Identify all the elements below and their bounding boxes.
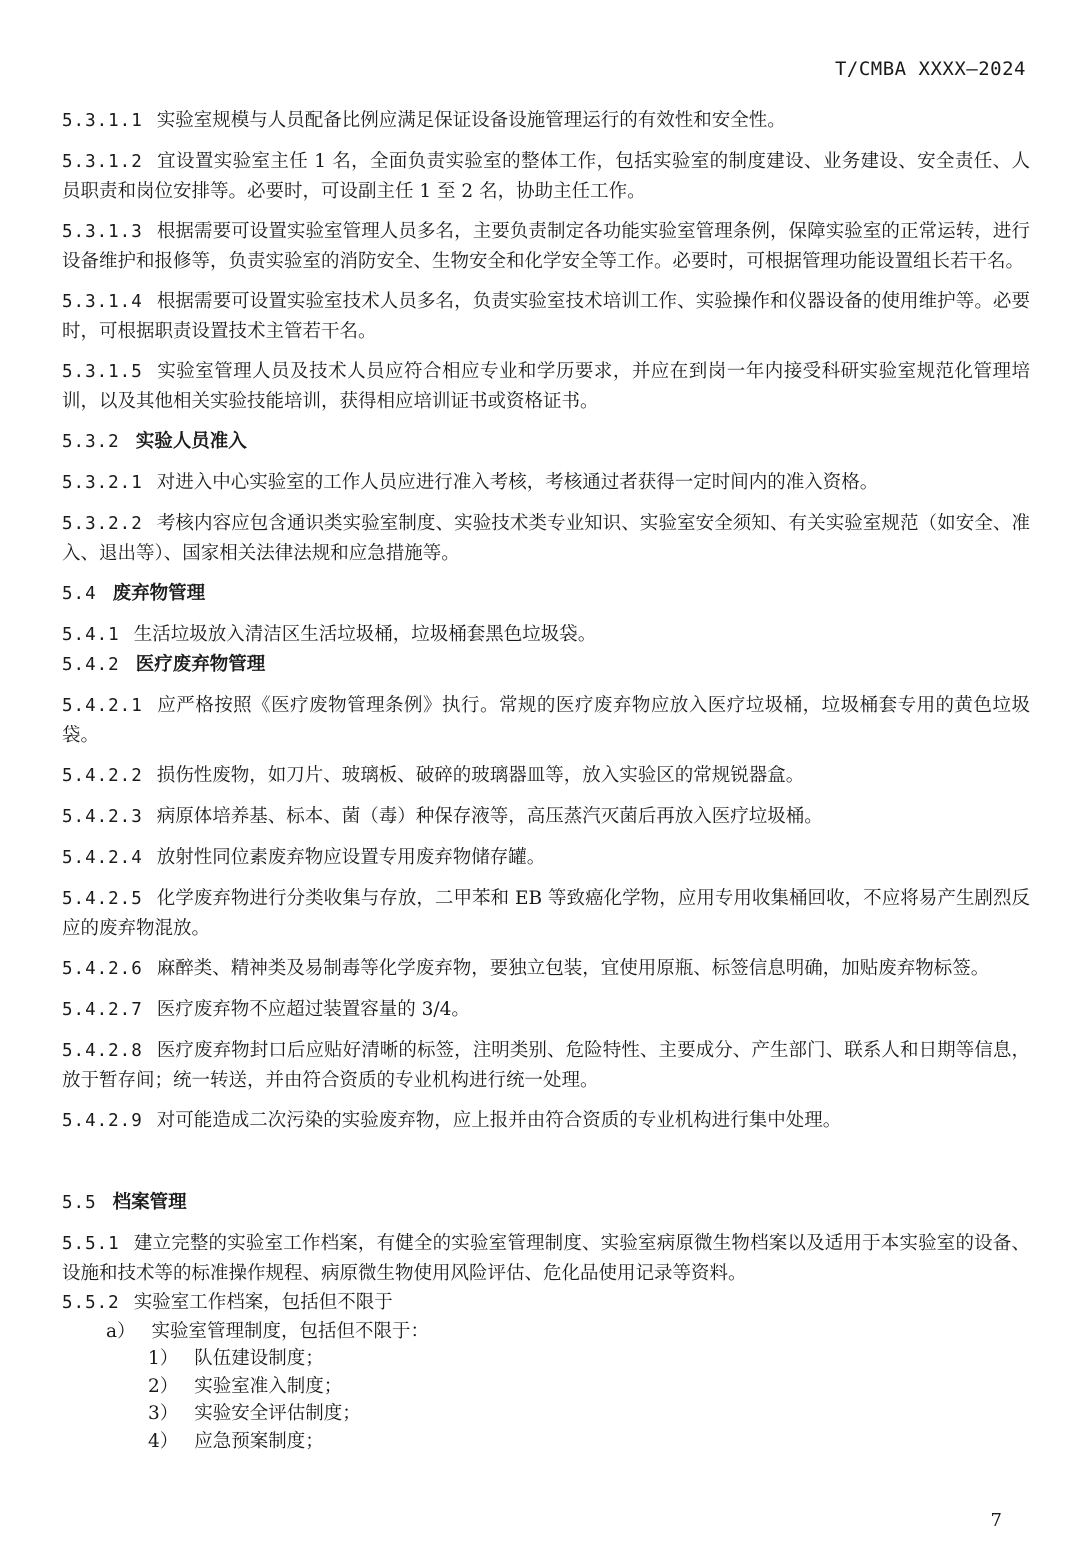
list-text: 应急预案制度； (194, 1430, 324, 1452)
clause-text: 根据需要可设置实验室管理人员多名，主要负责制定各功能实验室管理条例，保障实验室的正常运转，进行设备维护和报修等，负责实验室的消防安全、生物安全和化学安全等工作。必要时，可根据管理功能设置组长若干名。 (62, 221, 1030, 272)
clause-5-4-2-7 (62, 995, 1030, 1025)
list-marker: 3） (148, 1403, 179, 1424)
section-number: 5.4 (62, 584, 97, 604)
list-item-1 (148, 1345, 1030, 1373)
clause-text: 实验室管理人员及技术人员应符合相应专业和学历要求，并应在到岗一年内接受科研实验室规范化管理培训，以及其他相关实验技能培训，获得相应培训证书或资格证书。 (62, 361, 1030, 412)
list-item-3 (148, 1400, 1030, 1428)
clause-number: 5.4.1 (62, 625, 120, 645)
section-heading-5-4 (62, 579, 1030, 609)
clause-text: 损伤性废物，如刀片、玻璃板、破碎的玻璃器皿等，放入实验区的常规锐器盒。 (156, 765, 805, 786)
clause-5-3-1-3 (62, 217, 1030, 276)
clause-number: 5.4.2.1 (62, 696, 143, 716)
clause-number: 5.4.2.2 (62, 766, 143, 786)
clause-text: 宜设置实验室主任 1 名，全面负责实验室的整体工作，包括实验室的制度建设、业务建设、安全责任、人员职责和岗位安排等。必要时，可设副主任 1 至 2 名，协助主任工作。 (62, 151, 1030, 202)
clause-5-3-2-1 (62, 468, 1030, 498)
clause-number: 5.4.2.3 (62, 807, 143, 827)
clause-5-4-2-2 (62, 761, 1030, 791)
clause-5-4-2-9 (62, 1106, 1030, 1136)
clause-text: 化学废弃物进行分类收集与存放，二甲苯和 EB 等致癌化学物，应用专用收集桶回收，不应将易产生剧烈反应的废弃物混放。 (62, 888, 1030, 939)
list-text: 实验室管理制度，包括但不限于： (151, 1321, 430, 1342)
document-code: T/CMBA XXXX—2024 (834, 58, 1026, 80)
clause-5-3-1-4 (62, 287, 1030, 346)
section-number: 5.3.2 (62, 432, 120, 452)
clause-5-4-2-6 (62, 954, 1030, 984)
clause-5-4-2-5 (62, 884, 1030, 943)
list-item-2 (148, 1373, 1030, 1401)
list-item-a (106, 1318, 1030, 1345)
clause-number: 5.4.2.9 (62, 1111, 143, 1131)
document-body (62, 106, 1030, 1455)
clause-5-4-2-1 (62, 691, 1030, 750)
clause-number: 5.5.1 (62, 1234, 120, 1254)
clause-text: 放射性同位素废弃物应设置专用废弃物储存罐。 (156, 847, 546, 868)
list-item-4 (148, 1428, 1030, 1456)
clause-text: 实验室工作档案，包括但不限于 (133, 1292, 393, 1313)
list-text: 实验室准入制度； (194, 1375, 343, 1397)
clause-5-3-1-1 (62, 106, 1030, 136)
list-marker: 1） (148, 1348, 179, 1369)
clause-5-5-2 (62, 1288, 1030, 1318)
clause-number: 5.3.1.4 (62, 292, 143, 312)
clause-5-4-2-8 (62, 1036, 1030, 1095)
clause-text: 生活垃圾放入清洁区生活垃圾桶，垃圾桶套黑色垃圾袋。 (133, 624, 597, 645)
clause-number: 5.3.1.2 (62, 152, 143, 172)
section-number: 5.5 (62, 1193, 97, 1213)
clause-number: 5.4.2.6 (62, 959, 143, 979)
clause-number: 5.4.2.7 (62, 1000, 143, 1020)
section-title: 废弃物管理 (112, 583, 206, 604)
clause-text: 对进入中心实验室的工作人员应进行准入考核，考核通过者获得一定时间内的准入资格。 (156, 472, 879, 493)
clause-number: 5.4.2.5 (62, 889, 143, 909)
clause-5-4-2-4 (62, 843, 1030, 873)
clause-5-4-2-3 (62, 802, 1030, 832)
section-title: 实验人员准入 (135, 431, 247, 452)
page-number: 7 (990, 1510, 1002, 1531)
section-heading-5-3-2 (62, 427, 1030, 457)
clause-number: 5.3.1.5 (62, 362, 143, 382)
section-heading-5-5 (62, 1188, 1030, 1218)
clause-text: 应严格按照《医疗废物管理条例》执行。常规的医疗废弃物应放入医疗垃圾桶，垃圾桶套专用的黄色垃圾袋。 (62, 695, 1030, 746)
clause-text: 根据需要可设置实验室技术人员多名，负责实验室技术培训工作、实验操作和仪器设备的使用维护等。必要时，可根据职责设置技术主管若干名。 (62, 291, 1030, 342)
clause-5-3-2-2 (62, 509, 1030, 568)
section-heading-5-4-2 (62, 650, 1030, 680)
clause-text: 实验室规模与人员配备比例应满足保证设备设施管理运行的有效性和安全性。 (156, 110, 786, 131)
clause-5-3-1-5 (62, 357, 1030, 416)
clause-text: 麻醉类、精神类及易制毒等化学废弃物，要独立包装，宜使用原瓶、标签信息明确，加贴废弃物标签。 (156, 958, 990, 979)
list-marker: 2） (148, 1375, 179, 1397)
list-marker: a） (106, 1321, 136, 1342)
clause-number: 5.3.1.3 (62, 222, 143, 242)
clause-5-5-1 (62, 1229, 1030, 1288)
clause-text: 病原体培养基、标本、菌（毒）种保存液等，高压蒸汽灭菌后再放入医疗垃圾桶。 (156, 806, 823, 827)
clause-text: 建立完整的实验室工作档案，有健全的实验室管理制度、实验室病原微生物档案以及适用于本实验室的设备、设施和技术等的标准操作规程、病原微生物使用风险评估、危化品使用记录等资料。 (62, 1233, 1030, 1284)
section-title: 医疗废弃物管理 (135, 654, 266, 675)
list-marker: 4） (148, 1430, 179, 1452)
clause-number: 5.4.2.8 (62, 1041, 143, 1061)
list-text: 队伍建设制度； (194, 1348, 324, 1369)
clause-5-4-1 (62, 620, 1030, 650)
section-title: 档案管理 (112, 1192, 187, 1213)
clause-number: 5.4.2.4 (62, 848, 143, 868)
clause-text: 医疗废弃物不应超过装置容量的 3/4。 (156, 999, 470, 1020)
clause-number: 5.5.2 (62, 1293, 120, 1313)
list-text: 实验安全评估制度； (194, 1403, 361, 1424)
clause-5-3-1-2 (62, 147, 1030, 206)
clause-number: 5.3.2.2 (62, 514, 143, 534)
clause-number: 5.3.2.1 (62, 473, 143, 493)
section-number: 5.4.2 (62, 655, 120, 675)
clause-text: 考核内容应包含通识类实验室制度、实验技术类专业知识、实验室安全须知、有关实验室规范（如安全、准入、退出等）、国家相关法律法规和应急措施等。 (62, 513, 1030, 564)
clause-number: 5.3.1.1 (62, 111, 143, 131)
clause-text: 对可能造成二次污染的实验废弃物，应上报并由符合资质的专业机构进行集中处理。 (156, 1110, 842, 1131)
clause-text: 医疗废弃物封口后应贴好清晰的标签，注明类别、危险特性、主要成分、产生部门、联系人和日期等信息，放于暂存间；统一转送，并由符合资质的专业机构进行统一处理。 (62, 1040, 1030, 1091)
